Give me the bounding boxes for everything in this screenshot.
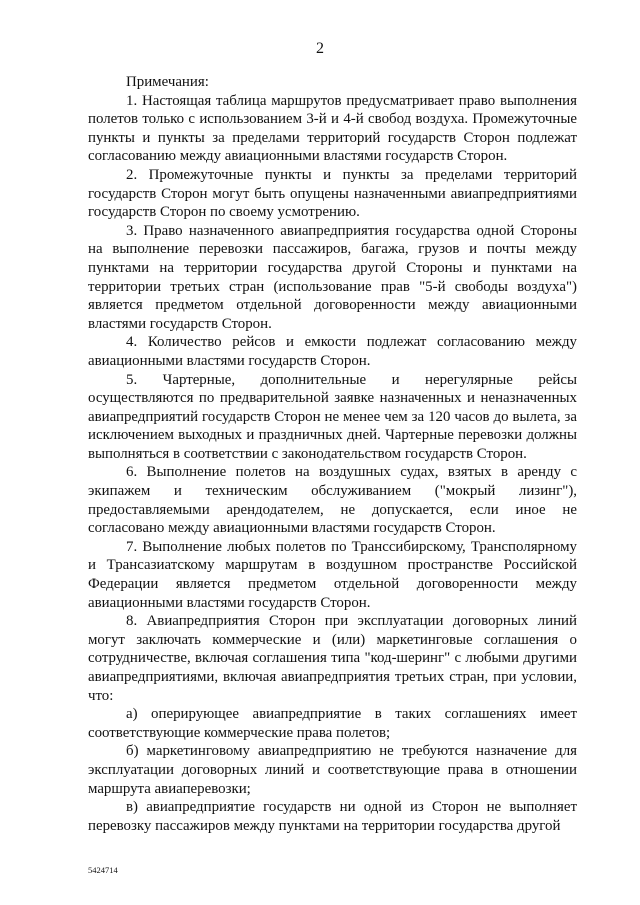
note-8-item-b: б) маркетинговому авиапредприятию не требуются назначение для эксплуатации договорных линий и соответствующие права в отношении маршрута авиаперевозки;: [88, 743, 577, 797]
note-2: 2. Промежуточные пункты и пункты за пределами территорий государств Сторон могут быть опущены назначенными авиапредприятиями государств Сторон по своему усмотрению.: [88, 166, 577, 221]
note-5: 5. Чартерные, дополнительные и нерегулярные рейсы осуществляются по предварительной заявке назначенных и неназначенных авиапредприятий государств Сторон не менее чем за 120 часов до вылета, за исключением выходных и праздничных дней. Чартерные перевозки должны выполняться в соответствии с законодательством государств Сторон.: [88, 371, 577, 462]
document-code: 5424714: [88, 865, 118, 875]
note-8-item-a: а) оперирующее авиапредприятие в таких соглашениях имеет соответствующие коммерческие права полетов;: [88, 706, 577, 741]
note-1: 1. Настоящая таблица маршрутов предусматривает право выполнения полетов только с использованием 3-й и 4-й свобод воздуха. Промежуточные пункты и пункты за пределами территорий государств Сторон подлежат согласованию между авиационными властями государств Сторон.: [88, 92, 577, 165]
note-6: 6. Выполнение полетов на воздушных судах, взятых в аренду с экипажем и техническим обслуживанием ("мокрый лизинг"), предоставляемыми арендодателем, не допускается, если иное не согласовано между авиационными властями государств Сторон.: [88, 464, 577, 537]
note-8-item-c: в) авиапредприятие государств ни одной из Сторон не выполняет перевозку пассажиров между пунктами на территории государства другой: [88, 799, 577, 834]
note-7: 7. Выполнение любых полетов по Транссибирскому, Трансполярному и Трансазиатскому маршрутам в воздушном пространстве Российской Федерации является предметом отдельной договоренности между авиационными властями государств Сторон.: [88, 538, 577, 611]
notes-heading: Примечания:: [126, 74, 209, 90]
note-3: 3. Право назначенного авиапредприятия государства одной Стороны на выполнение перевозки пассажиров, багажа, грузов и почты между пунктами на территории государства другой Стороны и пунктами на территории третьих стран (использование прав "5-й свободы воздуха") является предметом отдельной договоренности между авиационными властями государств Сторон.: [88, 222, 577, 332]
note-8: 8. Авиапредприятия Сторон при эксплуатации договорных линий могут заключать коммерческие и (или) маркетинговые соглашения о сотрудничестве, включая соглашения типа "код-шеринг" с любыми другими авиапредприятиями, включая авиапредприятия третьих стран, при условии, что:: [88, 613, 577, 704]
notes-section: [88, 73, 577, 835]
page-number: 2: [316, 40, 324, 57]
note-4: 4. Количество рейсов и емкости подлежат согласованию между авиационными властями государств Сторон.: [88, 334, 577, 369]
